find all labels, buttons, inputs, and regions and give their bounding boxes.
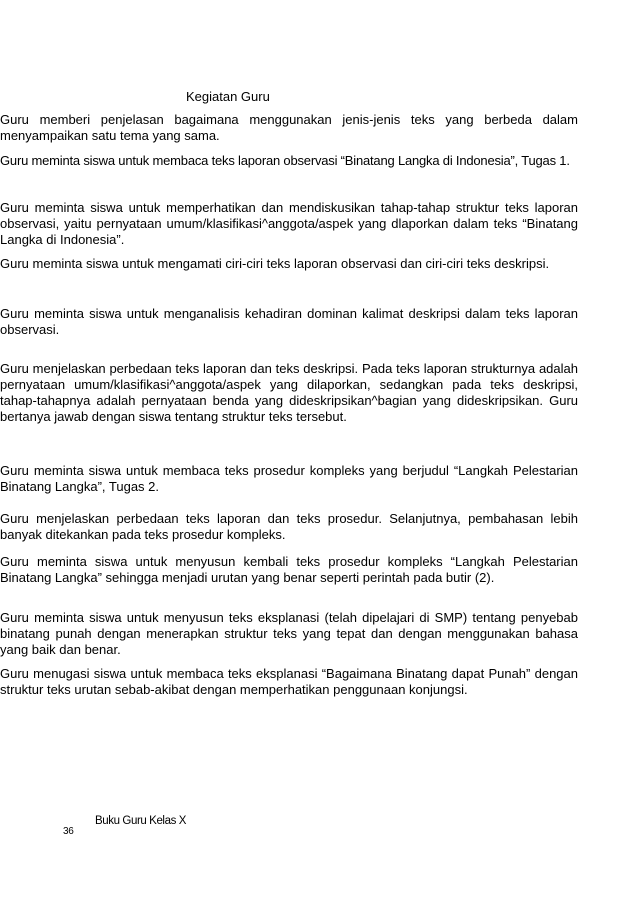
- page-number: 36: [63, 826, 74, 837]
- paragraph-7: Guru meminta siswa untuk membaca teks prosedur kompleks yang berjudul “Langkah Pelestarian Binatang Langka”, Tugas 2.: [0, 463, 578, 494]
- paragraph-9: Guru meminta siswa untuk menyusun kembali teks prosedur kompleks “Langkah Pelestarian Binatang Langka” sehingga menjadi urutan yang benar seperti perintah pada butir (2).: [0, 554, 578, 585]
- paragraph-3: Guru meminta siswa untuk memperhatikan dan mendiskusikan tahap-tahap struktur teks laporan observasi, yaitu pernyataan umum/klasifikasi^anggota/aspek yang dlaporkan dalam teks “Binatang Langka di Indonesia”.: [0, 200, 578, 247]
- paragraph-5: Guru meminta siswa untuk menganalisis kehadiran dominan kalimat deskripsi dalam teks laporan observasi.: [0, 306, 578, 337]
- paragraph-10: Guru meminta siswa untuk menyusun teks eksplanasi (telah dipelajari di SMP) tentang penyebab binatang punah dengan menerapkan struktur teks yang tepat dan dengan menggunakan bahasa yang baik dan benar.: [0, 610, 578, 657]
- paragraph-1: Guru memberi penjelasan bagaimana menggunakan jenis-jenis teks yang berbeda dalam menyampaikan satu tema yang sama.: [0, 112, 578, 143]
- paragraph-8: Guru menjelaskan perbedaan teks laporan dan teks prosedur. Selanjutnya, pembahasan lebih banyak ditekankan pada teks prosedur kompleks.: [0, 511, 578, 542]
- paragraph-6: Guru menjelaskan perbedaan teks laporan dan teks deskripsi. Pada teks laporan strukturnya adalah pernyataan umum/klasifikasi^anggota/aspek yang dilaporkan, sedangkan pada teks deskripsi, tahap-tahapnya adalah pernyataan benda yang dideskripsikan^bagian yang dideskripsikan. Guru bertanya jawab dengan siswa tentang struktur teks tersebut.: [0, 361, 578, 424]
- paragraph-11: Guru menugasi siswa untuk membaca teks eksplanasi “Bagaimana Binatang dapat Punah” dengan struktur teks urutan sebab-akibat dengan memperhatikan penggunaan konjungsi.: [0, 666, 578, 697]
- footer-book-title: Buku Guru Kelas X: [95, 815, 187, 827]
- paragraph-4: Guru meminta siswa untuk mengamati ciri-ciri teks laporan observasi dan ciri-ciri teks deskripsi.: [0, 256, 550, 271]
- section-heading: Kegiatan Guru: [186, 89, 270, 104]
- paragraph-2: Guru meminta siswa untuk membaca teks laporan observasi “Binatang Langka di Indonesia”, Tugas 1.: [0, 153, 570, 168]
